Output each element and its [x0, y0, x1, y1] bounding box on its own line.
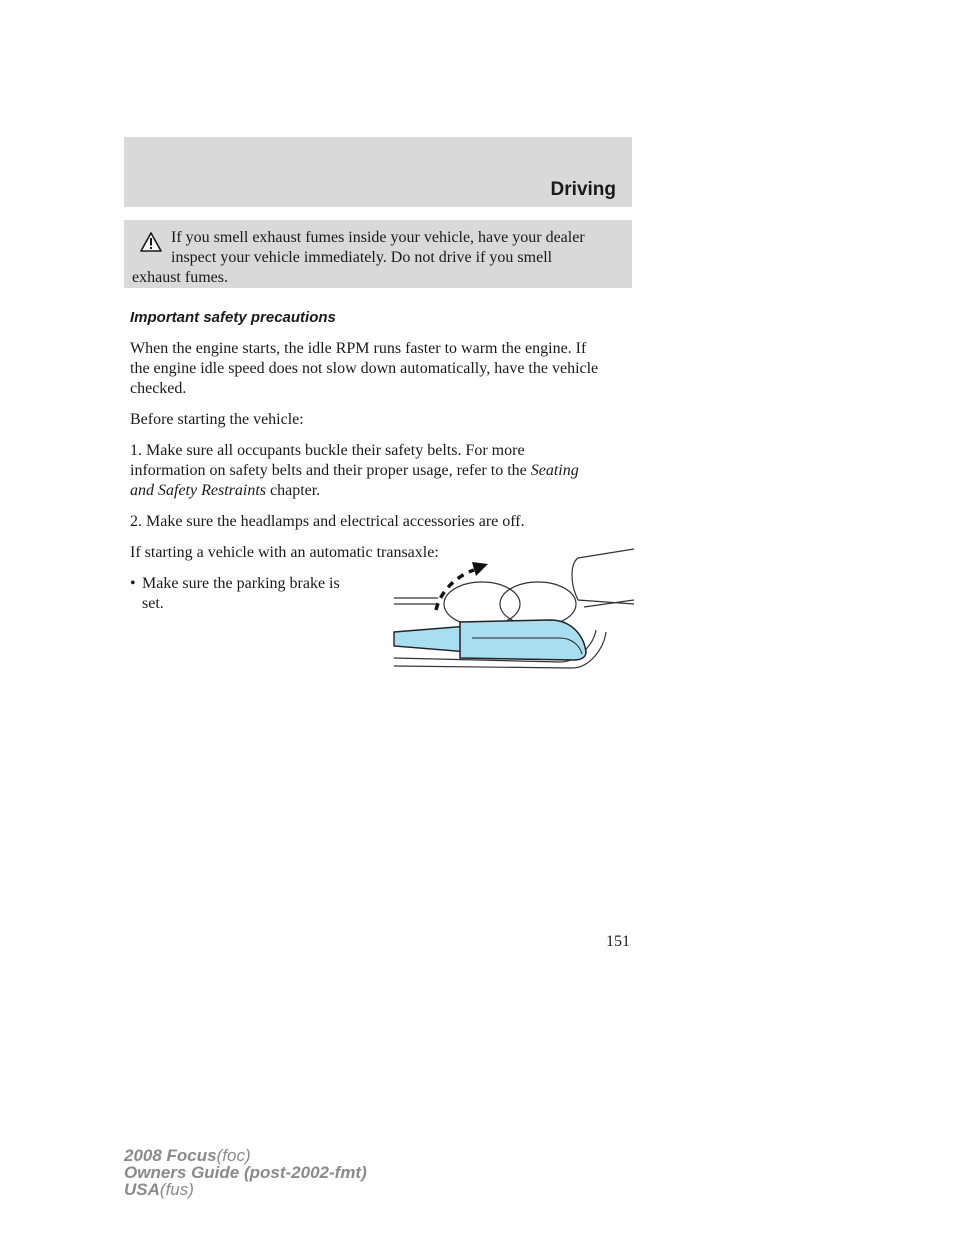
footer-market: USA [124, 1180, 160, 1199]
header-band [124, 137, 632, 207]
paragraph-line: the engine idle speed does not slow down automatically, have the vehicle [130, 360, 599, 377]
page-number: 151 [606, 933, 630, 950]
warning-line-2: inspect your vehicle immediately. Do not drive if you smell [171, 249, 553, 266]
footer-line-1 [124, 1147, 367, 1164]
paragraph-line: checked. [130, 380, 187, 397]
footer [124, 1147, 367, 1198]
step-1 [130, 441, 630, 501]
footer-model-code: (foc) [216, 1146, 251, 1165]
bullet-line-2: set. [142, 595, 164, 612]
chapter-reference-part-2: and Safety Restraints [130, 482, 266, 499]
section-title: Driving [550, 179, 616, 200]
warning-box [124, 220, 632, 288]
footer-model: 2008 Focus [124, 1146, 217, 1165]
warning-line-1: If you smell exhaust fumes inside your vehicle, have your dealer [171, 229, 585, 246]
footer-line-3 [124, 1181, 367, 1198]
step-1-line-3 [130, 481, 630, 501]
step-1-line-1: 1. Make sure all occupants buckle their safety belts. For more [130, 442, 525, 459]
step-1-line-2-text: information on safety belts and their proper usage, refer to the [130, 462, 531, 479]
paragraph-idle-rpm [130, 339, 630, 399]
paragraph-automatic-transaxle: If starting a vehicle with an automatic transaxle: [130, 544, 439, 561]
footer-line-2: Owners Guide (post-2002-fmt) [124, 1163, 367, 1182]
subheading: Important safety precautions [130, 309, 336, 326]
bullet-line-1: Make sure the parking brake is [142, 575, 340, 592]
step-2: 2. Make sure the headlamps and electrical accessories are off. [130, 513, 525, 530]
paragraph-line: When the engine starts, the idle RPM runs faster to warm the engine. If [130, 340, 587, 357]
bullet-dot: • [130, 575, 136, 592]
step-1-line-2 [130, 461, 630, 481]
warning-line-3: exhaust fumes. [132, 269, 228, 286]
step-1-line-3-text: chapter. [265, 482, 321, 499]
parking-brake-lever-illustration [390, 540, 634, 676]
paragraph-before-starting: Before starting the vehicle: [130, 411, 304, 428]
chapter-reference-part-1: Seating [530, 462, 579, 479]
warning-triangle-icon [140, 232, 162, 252]
footer-market-code: (fus) [159, 1180, 194, 1199]
